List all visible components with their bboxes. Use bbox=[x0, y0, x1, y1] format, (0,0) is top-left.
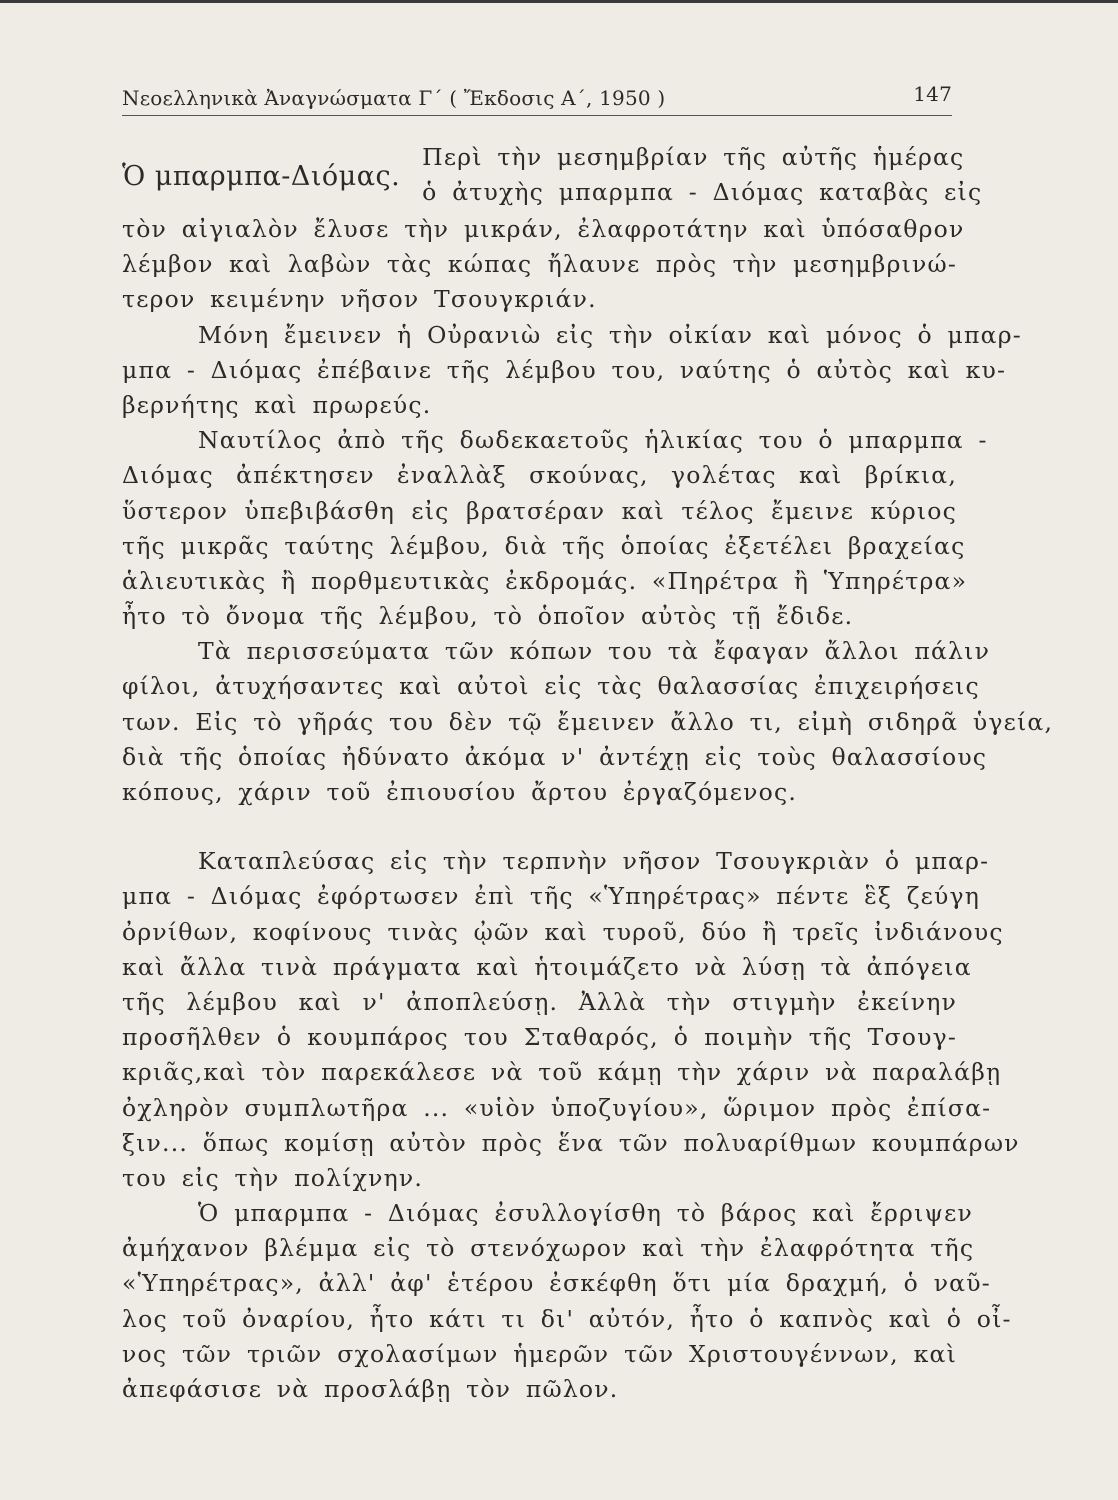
text-line: ἀπεφάσισε νὰ προσλάβῃ τὸν πῶλον. bbox=[122, 1375, 619, 1403]
text-line: νος τῶν τριῶν σχολασίμων ἡμερῶν τῶν Χριστουγέννων, καὶ bbox=[122, 1339, 957, 1368]
text-line: των. Εἰς τὸ γῆράς του δὲν τῷ ἔμεινεν ἄλλο τι, εἰμὴ σιδηρᾶ ὑγεία, bbox=[122, 707, 1054, 736]
text-line: μπα - Διόμας ἐφόρτωσεν ἐπὶ τῆς «Ὑπηρέτρας» πέντε ἓξ ζεύγη bbox=[122, 882, 981, 911]
header-rule bbox=[122, 115, 952, 116]
paragraph-4 bbox=[122, 634, 1054, 810]
text-line: διὰ τῆς ὁποίας ἠδύνατο ἀκόμα ν' ἀντέχῃ εἰς τοὺς θαλασσίους bbox=[122, 742, 988, 771]
paragraph-3 bbox=[122, 423, 988, 634]
section-gap bbox=[122, 810, 957, 844]
text-line: μπα - Διόμας ἐπέβαινε τῆς λέμβου του, ναύτης ὁ αὐτὸς καὶ κυ- bbox=[122, 355, 1007, 384]
text-line: βερνήτης καὶ πρωρεύς. bbox=[122, 390, 432, 419]
text-line: ἦτο τὸ ὄνομα τῆς λέμβου, τὸ ὁποῖον αὐτὸς τῇ ἔδιδε. bbox=[122, 602, 854, 631]
text-line: Καταπλεύσας εἰς τὴν τερπνὴν νῆσον Τσουγκριὰν ὁ μπαρ- bbox=[198, 847, 990, 876]
text-line: Ναυτίλος ἀπὸ τῆς δωδεκαετοῦς ἡλικίας του ὁ μπαρμπα - bbox=[198, 426, 988, 455]
text-line: προσῆλθεν ὁ κουμπάρος του Σταθαρός, ὁ ποιμὴν τῆς Τσουγ- bbox=[122, 1023, 957, 1052]
text-line: Τὰ περισσεύματα τῶν κόπων του τὰ ἔφαγαν ἄλλοι πάλιν bbox=[198, 637, 991, 666]
text-line: Διόμας ἀπέκτησεν ἐναλλὰξ σκούνας, γολέτας καὶ βρίκια, bbox=[122, 461, 957, 490]
body-text bbox=[122, 140, 1054, 1407]
paragraph-2 bbox=[122, 318, 1022, 424]
paragraph-6 bbox=[122, 1196, 1012, 1407]
top-border bbox=[0, 0, 1118, 3]
paragraph-5 bbox=[122, 844, 1020, 1196]
text-line: κόπους, χάριν τοῦ ἐπιουσίου ἄρτου ἐργαζόμενος. bbox=[122, 778, 798, 806]
text-line: ἁλιευτικὰς ἢ πορθμευτικὰς ἐκδρομάς. «Πηρέτρα ἢ Ὑπηρέτρα» bbox=[122, 566, 968, 595]
text-line: τερον κειμένην νῆσον Τσουγκριάν. bbox=[122, 285, 597, 314]
text-line: λος τοῦ ὀναρίου, ἦτο κάτι τι δι' αὐτόν, ἦτο ὁ καπνὸς καὶ ὁ οἶ- bbox=[122, 1304, 1012, 1333]
text-line: καὶ ἄλλα τινὰ πράγματα καὶ ἡτοιμάζετο νὰ λύσῃ τὰ ἀπόγεια bbox=[122, 952, 972, 981]
running-header bbox=[122, 82, 952, 112]
header-title: Νεοελληνικὰ Ἀναγνώσματα Γ΄ ( Ἔκδοσις Α΄, 1950 ) bbox=[122, 86, 666, 110]
text-line: «Ὑπηρέτρας», ἀλλ' ἀφ' ἑτέρου ἐσκέφθη ὅτι μία δραχμή, ὁ ναῦ- bbox=[122, 1269, 991, 1298]
text-line: ὕστερον ὑπεβιβάσθη εἰς βρατσέραν καὶ τέλος ἔμεινε κύριος bbox=[122, 496, 957, 525]
section-title: Ὁ μπαρμπα-Διόμας. bbox=[122, 161, 401, 192]
text-line: τῆς λέμβου καὶ ν' ἀποπλεύσῃ. Ἀλλὰ τὴν στιγμὴν ἐκείνην bbox=[122, 987, 957, 1016]
text-line: ἀμήχανον βλέμμα εἰς τὸ στενόχωρον καὶ τὴν ἐλαφρότητα τῆς bbox=[122, 1234, 975, 1263]
text-line: τὸν αἰγιαλὸν ἔλυσε τὴν μικράν, ἐλαφροτάτην καὶ ὑπόσαθρον bbox=[122, 215, 965, 243]
text-line: τῆς μικρᾶς ταύτης λέμβου, διὰ τῆς ὁποίας ἐξετέλει βραχείας bbox=[122, 531, 966, 560]
text-line: ξιν... ὅπως κομίσῃ αὐτὸν πρὸς ἕνα τῶν πολυαρίθμων κουμπάρων bbox=[122, 1128, 1020, 1157]
paragraph-1 bbox=[122, 140, 983, 318]
text-line: κριᾶς,καὶ τὸν παρεκάλεσε νὰ τοῦ κάμῃ τὴν χάριν νὰ παραλάβῃ bbox=[122, 1058, 1002, 1087]
text-line: φίλοι, ἀτυχήσαντες καὶ αὐτοὶ εἰς τὰς θαλασσίας ἐπιχειρήσεις bbox=[122, 672, 980, 701]
text-line: Ὁ μπαρμπα - Διόμας ἐσυλλογίσθη τὸ βάρος καὶ ἔρριψεν bbox=[198, 1199, 973, 1228]
text-line: του εἰς τὴν πολίχνην. bbox=[122, 1163, 424, 1192]
text-line: ὁ ἀτυχὴς μπαρμπα - Διόμας καταβὰς εἰς bbox=[422, 178, 983, 207]
text-line: λέμβον καὶ λαβὼν τὰς κώπας ἤλαυνε πρὸς τὴν μεσημβρινώ- bbox=[122, 250, 957, 279]
text-line: Περὶ τὴν μεσημβρίαν τῆς αὐτῆς ἡμέρας bbox=[422, 143, 965, 171]
text-line: Μόνη ἔμεινεν ἡ Οὐρανιὼ εἰς τὴν οἰκίαν καὶ μόνος ὁ μπαρ- bbox=[198, 320, 1022, 349]
text-line: ὀχληρὸν συμπλωτῆρα ... «υἱὸν ὑποζυγίου», ὥριμον πρὸς ἐπίσα- bbox=[122, 1093, 992, 1122]
page-number: 147 bbox=[913, 82, 952, 106]
text-line: ὀρνίθων, κοφίνους τινὰς ᾠῶν καὶ τυροῦ, δύο ἢ τρεῖς ἰνδιάνους bbox=[122, 917, 1004, 946]
